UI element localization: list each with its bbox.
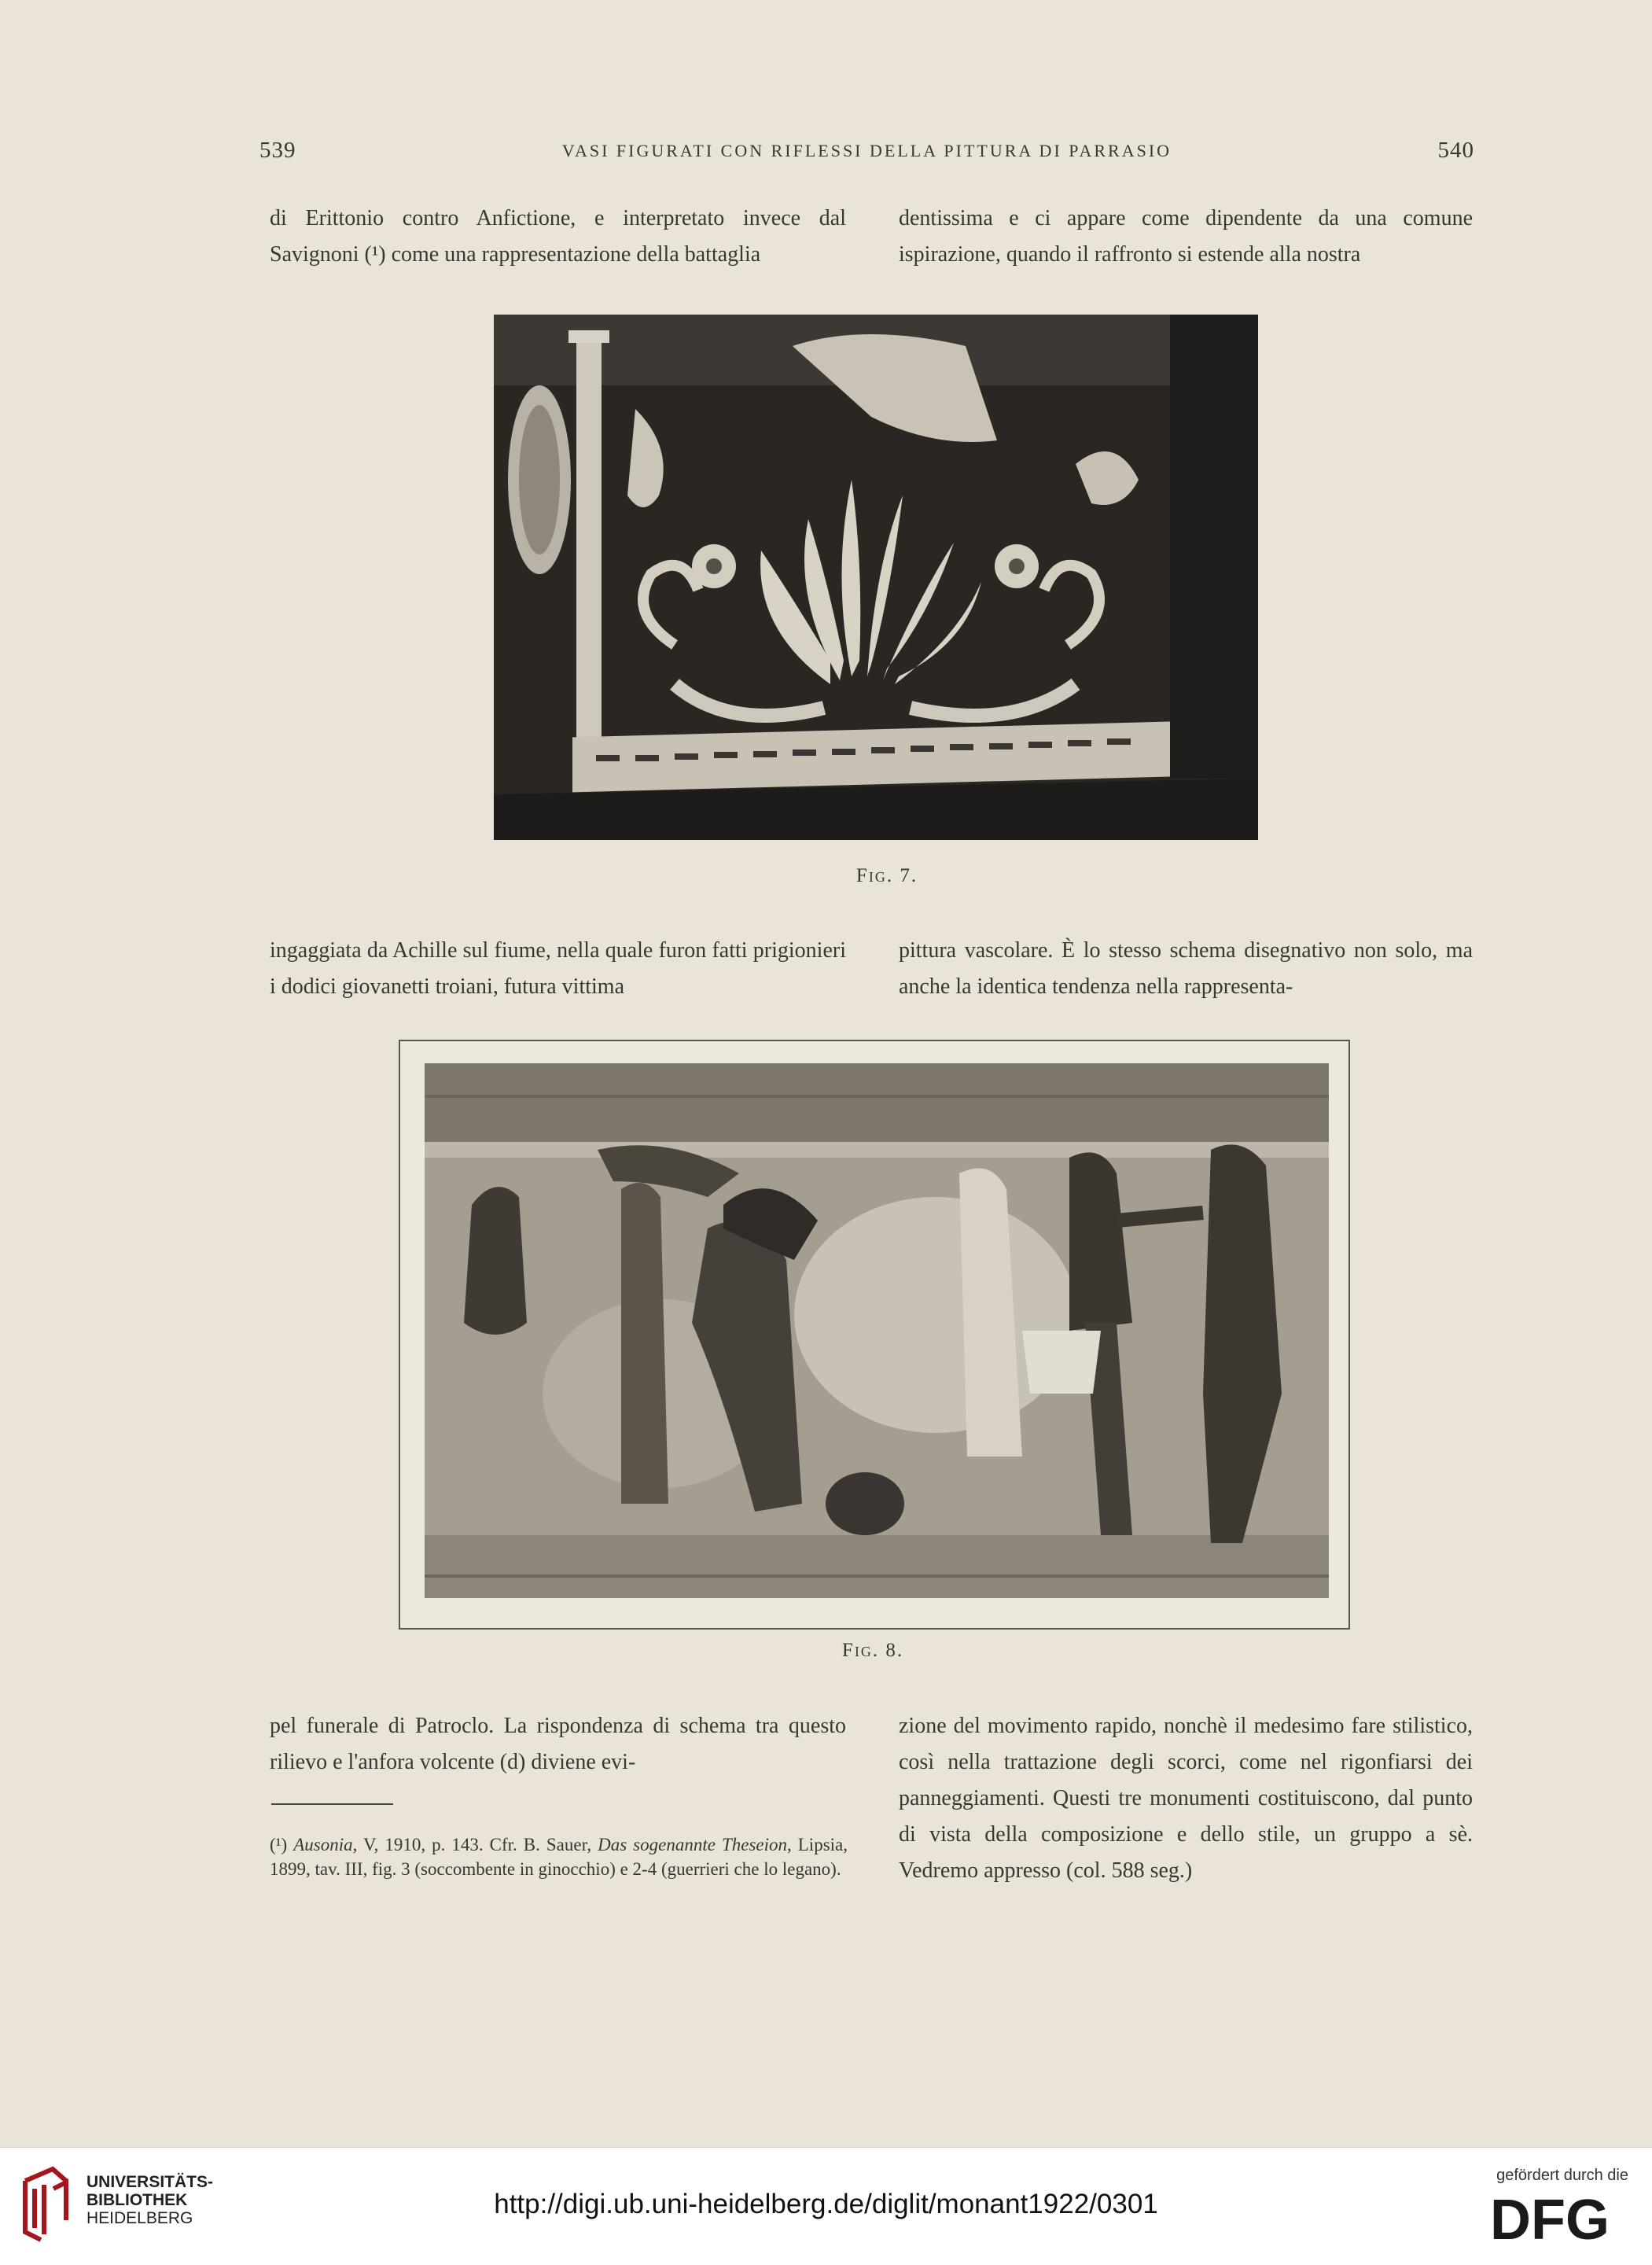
paragraph: pittura vascolare. È lo stesso schema disegnativo non solo, ma anche la identica tendenza nella rappresenta- <box>899 938 1473 999</box>
paragraph: ingaggiata da Achille sul fiume, nella quale furon fatti prigionieri i dodici giovanetti troiani, futura vittima <box>270 938 846 999</box>
figure-8-relief-photo <box>425 1063 1329 1598</box>
library-line-3: HEIDELBERG <box>86 2209 193 2227</box>
footnote-book-title: Das sogenannte Theseion <box>598 1835 787 1854</box>
figure-7-caption: Fig. 7. <box>855 865 918 886</box>
footer-bar <box>0 2147 1652 2265</box>
permalink-url[interactable]: http://digi.ub.uni-heidelberg.de/diglit/monant1922/0301 <box>494 2189 1158 2219</box>
footnote <box>270 1832 848 1881</box>
funder-label: gefördert durch die <box>1496 2167 1628 2184</box>
left-column-block-3 <box>270 1708 846 1781</box>
page-number-right: 540 <box>1437 138 1474 163</box>
paragraph: di Erittonio contro Anfictione, e interpretato invece dal Savignoni (¹) come una rappresentazione della battaglia <box>270 206 846 267</box>
page-number-left: 539 <box>259 138 296 163</box>
right-column-block-2 <box>899 933 1473 1005</box>
left-column-block-1 <box>270 201 846 273</box>
left-column-block-2 <box>270 933 846 1005</box>
library-line-1: UNIVERSITÄTS- <box>86 2173 214 2191</box>
figure-8-caption: Fig. 8. <box>841 1640 904 1661</box>
dfg-logo[interactable] <box>1471 2192 1628 2245</box>
figure-7-vase-photo <box>494 315 1258 840</box>
footnote-text-1: , V, 1910, p. 143. Cfr. B. Sauer, <box>352 1835 598 1854</box>
right-column-block-3 <box>899 1708 1473 1889</box>
footnote-journal: Ausonia <box>293 1835 353 1854</box>
paragraph: zione del movimento rapido, nonchè il medesimo fare stilistico, così nella trattazione degli scorci, come nel rigonfiarsi dei panneggiamenti. Questi tre monumenti costituiscono, dal punto di vista della composizione e dello stile, un gruppo a sè. Vedremo appresso (col. 588 seg.) <box>899 1714 1473 1883</box>
footnote-marker: (¹) <box>270 1835 288 1854</box>
paragraph: pel funerale di Patroclo. La rispondenza di schema tra questo rilievo e l'anfora volcente (d) diviene evi- <box>270 1714 846 1774</box>
library-line-2: BIBLIOTHEK <box>86 2191 188 2209</box>
right-column-block-1 <box>899 201 1473 273</box>
paragraph: dentissima e ci appare come dipendente da una comune ispirazione, quando il raffronto si estende alla nostra <box>899 206 1473 267</box>
running-title: VASI FIGURATI CON RIFLESSI DELLA PITTURA DI PARRASIO <box>561 141 1172 160</box>
dfg-logo-text: DFG <box>1490 2192 1610 2245</box>
footnote-text-2: , Lipsia, 1899, tav. III, fig. 3 (soccombente in ginocchio) e 2-4 (guerrieri che lo legano). <box>270 1835 848 1879</box>
running-head <box>259 138 1474 169</box>
footnote-rule <box>271 1803 393 1805</box>
